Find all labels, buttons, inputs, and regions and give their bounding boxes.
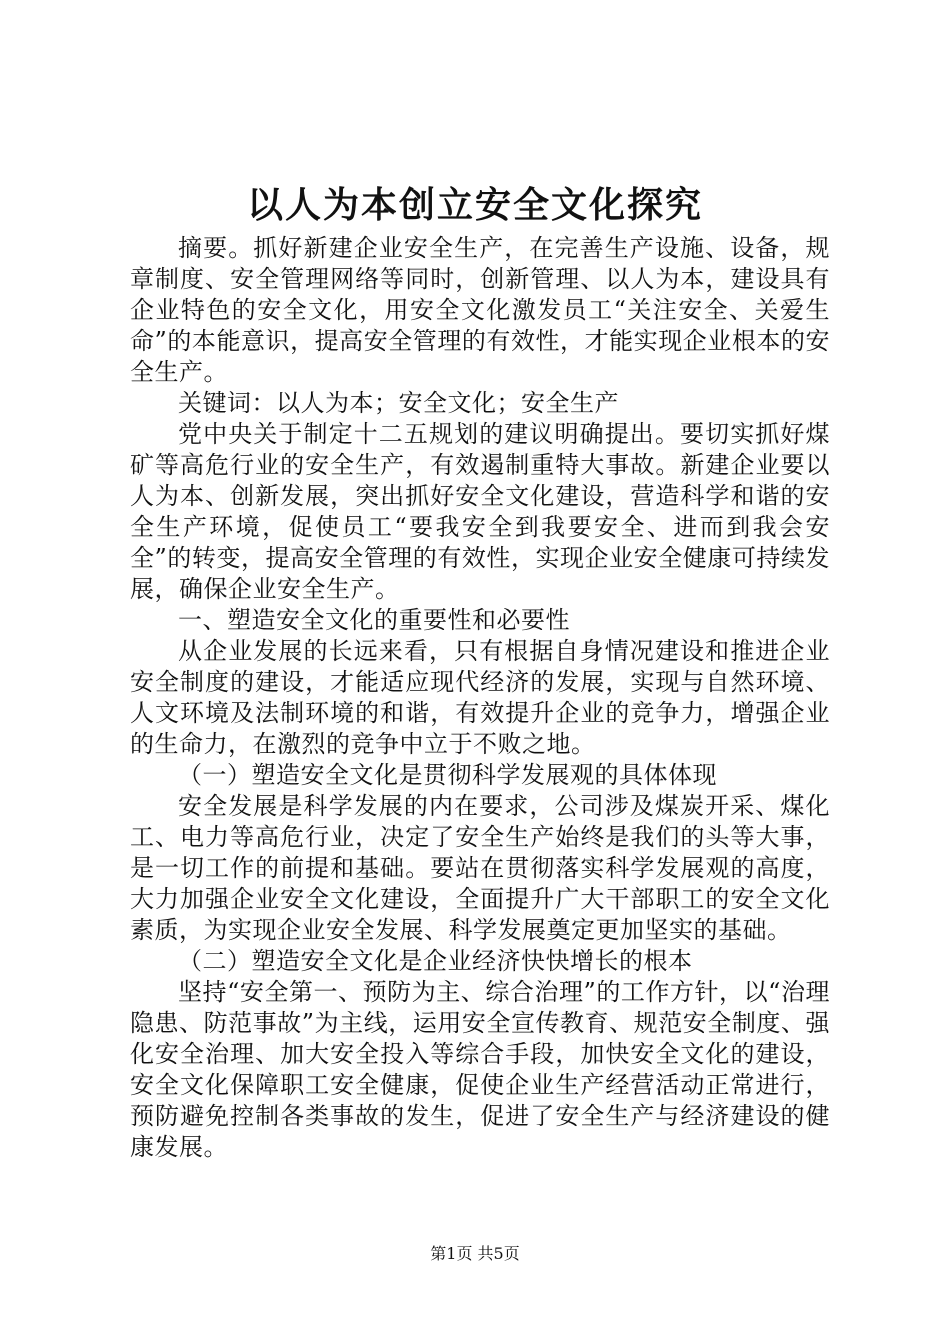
section-heading-1: 一、塑造安全文化的重要性和必要性 <box>178 606 570 634</box>
subsection-heading-2: （二）塑造安全文化是企业经济快快增长的根本 <box>178 947 693 975</box>
document-title: 以人为本创立安全文化探究 <box>246 185 703 226</box>
page-footer: 第1页 共5页 <box>430 1244 520 1263</box>
subsection-2-paragraph: 坚持“安全第一、预防为主、综合治理”的工作方针，以“治理隐患、防范事故”为主线，运用安全宣传教育、规范安全制度、强化安全治理、加大安全投入等综合手段，加快安全文化的建设，安全文化保障职工安全健康，促使企业生产经营活动正常进行，预防避免控制各类事故的发生，促进了安全生产与经济建设的健康发展。 <box>130 978 830 1161</box>
document-body <box>130 233 830 1163</box>
intro-paragraph: 党中央关于制定十二五规划的建议明确提出。要切实抓好煤矿等高危行业的安全生产，有效遏制重特大事故。新建企业要以人为本、创新发展，突出抓好安全文化建设，营造科学和谐的安全生产环境，促使员工“要我安全到我要安全、进而到我会安全”的转变，提高安全管理的有效性，实现企业安全健康可持续发展，确保企业安全生产。 <box>130 420 830 603</box>
subsection-heading-1: （一）塑造安全文化是贯彻科学发展观的具体体现 <box>178 761 717 789</box>
abstract-paragraph: 摘要。抓好新建企业安全生产，在完善生产设施、设备，规章制度、安全管理网络等同时，创新管理、以人为本，建设具有企业特色的安全文化，用安全文化激发员工“关注安全、关爱生命”的本能意识，提高安全管理的有效性，才能实现企业根本的安全生产。 <box>130 234 830 386</box>
subsection-1-paragraph: 安全发展是科学发展的内在要求，公司涉及煤炭开采、煤化工、电力等高危行业，决定了安全生产始终是我们的头等大事，是一切工作的前提和基础。要站在贯彻落实科学发展观的高度，大力加强企业安全文化建设，全面提升广大干部职工的安全文化素质，为实现企业安全发展、科学发展奠定更加坚实的基础。 <box>130 792 830 944</box>
section-1-paragraph: 从企业发展的长远来看，只有根据自身情况建设和推进企业安全制度的建设，才能适应现代经济的发展，实现与自然环境、人文环境及法制环境的和谐，有效提升企业的竞争力，增强企业的生命力，在激烈的竞争中立于不败之地。 <box>130 637 830 758</box>
keywords-paragraph: 关键词：以人为本；安全文化；安全生产 <box>178 389 619 417</box>
